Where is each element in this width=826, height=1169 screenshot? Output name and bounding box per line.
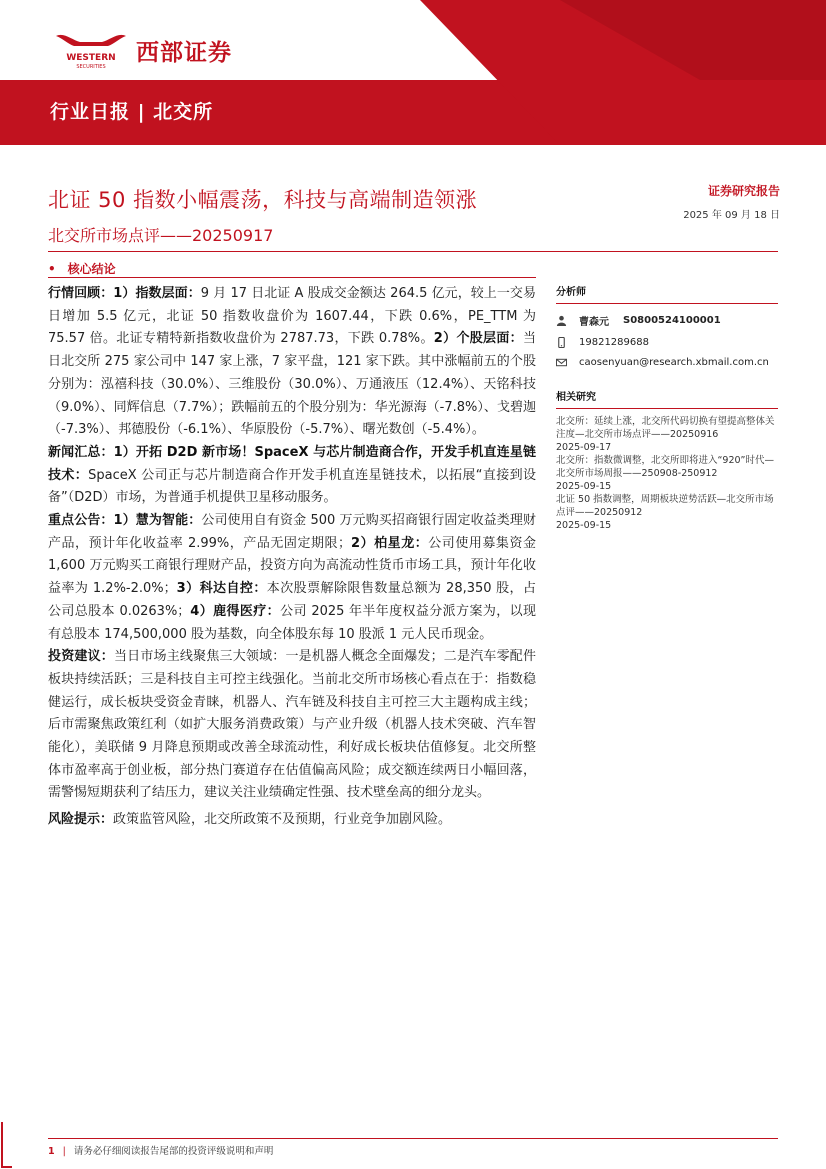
risk-warning-paragraph: [48, 809, 536, 832]
email-icon: [556, 357, 567, 368]
logo-cn-text: 西部证券: [136, 39, 232, 66]
related-item[interactable]: [556, 415, 778, 454]
related-research-heading: 相关研究: [556, 388, 778, 409]
sidebar: [556, 283, 778, 532]
risk-warning-text: 政策监管风险，北交所政策不及预期，行业竞争加剧风险。: [113, 812, 452, 828]
footer-disclaimer: 请务必仔细阅读报告尾部的投资评级说明和声明: [73, 1146, 274, 1157]
announcement-2-label: 2）柏星龙：: [351, 535, 429, 551]
title-divider: [48, 251, 778, 252]
report-type-label: 行业日报 | 北交所: [50, 101, 214, 123]
analyst-name: 曹森元: [579, 317, 609, 328]
investment-advice-label: 投资建议：: [48, 649, 114, 665]
risk-warning-label: 风险提示：: [48, 812, 114, 828]
footer: [48, 1143, 273, 1157]
report-subtitle: 北交所市场点评——20250917: [48, 226, 274, 245]
bullet-icon: •: [48, 262, 56, 276]
analyst-heading: 分析师: [556, 283, 778, 304]
phone-row: [556, 337, 778, 348]
related-item-date: 2025-09-15: [556, 481, 612, 492]
market-review-paragraph: [48, 283, 536, 442]
announcement-2-text: 公司使用募集资金 1,600 万元购买工商银行理财产品，投资方向为高流动性货币市场工具，预计年化收益率为 1.2%-2.0%；: [48, 535, 536, 597]
report-title: 北证 50 指数小幅震荡，科技与高端制造领涨: [48, 188, 478, 212]
announcement-1-label: 1）慧为智能：: [113, 513, 202, 529]
index-level-text: 9 月 17 日北证 A 股成交金额达 264.5 亿元，较上一交易日增加 5.5 亿元，北证 50 指数收盘价为 1607.44，下跌 0.6%，PE_TTM 为 75.57 倍。北证专精特新指数收盘价为 2787.73，下跌 0.78%。: [48, 286, 536, 347]
related-item-title: 北证 50 指数调整，周期板块逆势活跃—北交所市场点评——20250912: [556, 494, 774, 518]
announcement-3-label: 3）科达自控：: [176, 581, 267, 597]
company-logo: [52, 30, 232, 70]
stock-level-text: 当日北交所 275 家公司中 147 家上涨，7 家平盘，121 家下跌。其中涨幅前五的个股分别为：泓禧科技（30.0%）、三维股份（30.0%）、万通液压（12.4%）、天铭科技（9.0%）、同辉信息（7.7%）；跌幅前五的个股分别为：华光源海（-7.8%）、戈碧迦（-7.3%）、邦德股份（-6.1%）、华原股份（-5.7%）、曙光数创（-5.4%）。: [48, 331, 537, 438]
logo-en-text: WESTERN: [66, 53, 116, 63]
news-headline: 1）开拓 D2D 新市场！SpaceX 与芯片制造商合作，开发手机直连星链技术：: [48, 444, 536, 483]
news-text: SpaceX 公司正与芯片制造商合作开发手机直连星链技术，以拓展“直接到设备”（D2D）市场，为普通手机提供卫星移动服务。: [48, 467, 536, 506]
index-level-label: 1）指数层面：: [113, 286, 201, 301]
news-label: 新闻汇总：: [48, 444, 114, 460]
related-item-title: 北交所：指数微调整，北交所即将进入“920”时代—北交所市场周报——250908-250912: [556, 455, 774, 479]
section-divider: [48, 277, 536, 278]
bull-logo-icon: [52, 30, 130, 70]
announcements-label: 重点公告：: [48, 513, 114, 529]
footer-separator: |: [62, 1146, 66, 1157]
news-paragraph: [48, 442, 536, 510]
person-icon: [556, 315, 567, 326]
announcement-4-label: 4）鹿得医疗：: [190, 603, 281, 619]
corner-bracket-decoration: [0, 1122, 12, 1169]
announcement-1-text: 公司使用自有资金 500 万元购买招商银行固定收益类理财产品，预计年化收益率 2.99%，产品无固定期限；: [48, 513, 536, 551]
footer-divider: [48, 1138, 778, 1139]
main-body: [48, 283, 536, 832]
phone-icon: [556, 337, 567, 348]
announcements-paragraph: [48, 510, 536, 646]
related-item[interactable]: [556, 454, 778, 493]
report-date: 2025 年 09 月 18 日: [683, 210, 780, 221]
analyst-email[interactable]: caosenyuan@research.xbmail.com.cn: [579, 357, 769, 368]
investment-advice-text: 当日市场主线聚焦三大领域：一是机器人概念全面爆发；二是汽车零配件板块持续活跃；三是科技自主可控主线强化。当前北交所市场核心看点在于：指数稳健运行，成长板块受资金青睐，机器人、汽车链及科技自主可控三大主题构成主线；后市需聚焦政策红利（如扩大服务消费政策）与产业升级（机器人技术突破、汽车智能化），美联储 9 月降息预期或改善全球流动性，利好成长板块估值修复。北交所整体市盈率高于创业板，部分热门赛道存在估值偏高风险；成交额连续两日小幅回落，需警惕短期获利了结压力，建议关注业绩确定性强、技术壁垒高的细分龙头。: [48, 649, 536, 801]
document-type-label: 证券研究报告: [707, 184, 780, 198]
market-review-label: 行情回顾：: [48, 286, 114, 301]
stock-level-label: 2）个股层面：: [433, 331, 523, 347]
core-heading-text: 核心结论: [67, 262, 116, 276]
core-conclusion-heading: [48, 260, 116, 277]
email-row: [556, 357, 778, 368]
investment-advice-paragraph: [48, 646, 536, 805]
header-banner: [0, 0, 826, 145]
announcement-3-text: 本次股票解除限售数量总额为 28,350 股，占公司总股本 0.0263%；: [48, 581, 536, 619]
related-item-title: 北交所：延续上涨，北交所代码切换有望提高整体关注度—北交所市场点评——20250916: [556, 416, 775, 440]
related-item[interactable]: [556, 493, 778, 532]
analyst-phone: 19821289688: [579, 337, 649, 348]
announcement-4-text: 公司 2025 年半年度权益分派方案为，以现有总股本 174,500,000 股为基数，向全体股东每 10 股派 1 元人民币现金。: [48, 603, 536, 642]
related-research-list: [556, 415, 778, 532]
analyst-license: S0800524100001: [623, 315, 721, 326]
page-number: 1: [48, 1146, 55, 1157]
analyst-row: [556, 313, 778, 328]
related-item-date: 2025-09-17: [556, 442, 612, 453]
logo-en-subtext: SECURITIES: [76, 64, 106, 70]
related-item-date: 2025-09-15: [556, 520, 612, 531]
